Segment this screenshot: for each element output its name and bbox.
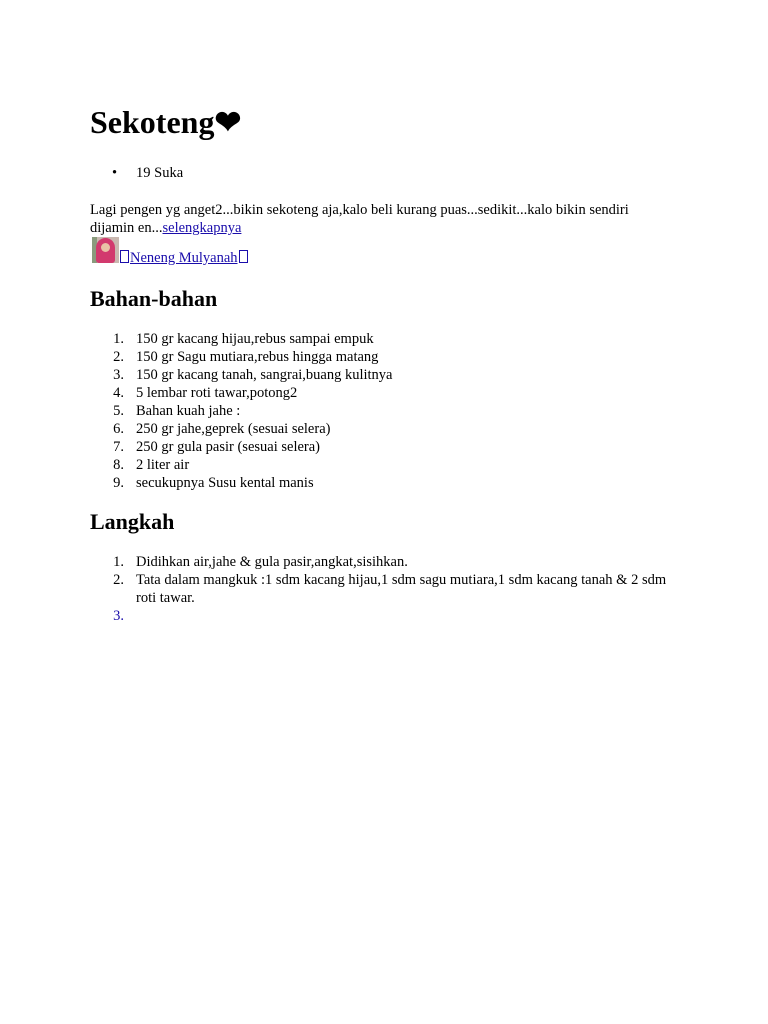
ingredient-item-number: 1. xyxy=(113,331,124,347)
ingredient-item-text: 5 lembar roti tawar,potong2 xyxy=(136,385,298,401)
ingredient-item-number: 5. xyxy=(113,403,124,419)
ingredient-item-text: 250 gr gula pasir (sesuai selera) xyxy=(136,439,321,455)
ingredient-item xyxy=(90,384,670,402)
step-item-text: Tata dalam mangkuk :1 sdm kacang hijau,1 sdm sagu mutiara,1 sdm kacang tanah & 2 sdm roti tawar. xyxy=(136,572,667,606)
ingredient-item xyxy=(90,402,670,420)
description-text: Lagi pengen yg anget2...bikin sekoteng aja,kalo beli kurang puas...sedikit...kalo bikin sendiri dijamin en... xyxy=(90,202,629,236)
ingredients-heading: Bahan-bahan xyxy=(90,286,218,311)
ingredient-item-number: 8. xyxy=(113,457,124,473)
likes-count: 19 Suka xyxy=(136,165,184,181)
step-item-number: 1. xyxy=(113,554,124,570)
ingredient-item-text: 150 gr kacang hijau,rebus sampai empuk xyxy=(136,331,374,347)
ingredient-item-number: 2. xyxy=(113,349,124,365)
recipe-description xyxy=(90,201,670,237)
ingredient-item xyxy=(90,420,670,438)
step-item-text: Didihkan air,jahe & gula pasir,angkat,sisihkan. xyxy=(136,554,408,570)
ingredient-item xyxy=(90,456,670,474)
recipe-title xyxy=(90,100,241,144)
steps-heading: Langkah xyxy=(90,509,175,534)
ingredient-item-number: 7. xyxy=(113,439,124,455)
recipe-title-text: Sekoteng xyxy=(90,104,215,140)
ingredients-list xyxy=(90,330,670,492)
avatar-face xyxy=(101,243,110,252)
ingredient-item-text: Bahan kuah jahe : xyxy=(136,403,241,419)
ingredient-item-number: 6. xyxy=(113,421,124,437)
ingredient-item-text: 150 gr kacang tanah, sangrai,buang kulitnya xyxy=(136,367,393,383)
heart-icon: ❤ xyxy=(214,104,242,140)
steps-list xyxy=(90,553,670,624)
step-item xyxy=(90,553,670,571)
author-link[interactable] xyxy=(119,249,249,267)
ingredient-item-text: 250 gr jahe,geprek (sesuai selera) xyxy=(136,421,331,437)
step-item-number: 3. xyxy=(113,608,124,624)
ingredient-item-text: 150 gr Sagu mutiara,rebus hingga matang xyxy=(136,349,379,365)
ingredient-item xyxy=(90,330,670,348)
likes-item xyxy=(90,164,183,182)
bullet-icon: • xyxy=(112,165,118,181)
missing-glyph-icon xyxy=(120,250,129,263)
missing-glyph-icon xyxy=(239,250,248,263)
read-more-link[interactable]: selengkapnya xyxy=(162,220,242,236)
author-name: Neneng Mulyanah xyxy=(130,250,238,266)
ingredient-item xyxy=(90,474,670,492)
ingredient-item-number: 4. xyxy=(113,385,124,401)
ingredient-item xyxy=(90,438,670,456)
ingredient-item-number: 9. xyxy=(113,475,124,491)
ingredient-item-text: secukupnya Susu kental manis xyxy=(136,475,314,491)
author-avatar[interactable] xyxy=(92,237,119,263)
likes-list xyxy=(90,164,183,182)
step-item-number: 2. xyxy=(113,572,124,588)
ingredient-item-number: 3. xyxy=(113,367,124,383)
ingredient-item-text: 2 liter air xyxy=(136,457,190,473)
step-item xyxy=(90,571,670,607)
ingredient-item xyxy=(90,366,670,384)
ingredient-item xyxy=(90,348,670,366)
